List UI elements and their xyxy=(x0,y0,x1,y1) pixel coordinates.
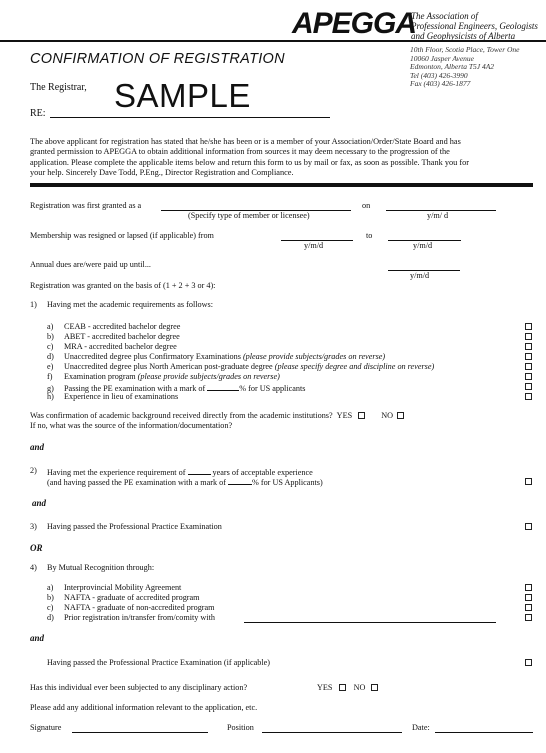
academic-item-h xyxy=(47,392,178,402)
apegga-logo: APEGGA xyxy=(292,7,417,40)
item-note: (please provide subjects/grades on reverse) xyxy=(137,372,280,381)
mutual-b-checkbox[interactable] xyxy=(525,594,532,601)
pe-exam-mark-field[interactable] xyxy=(228,476,252,485)
mutual-item-b xyxy=(47,593,200,603)
academic-f-checkbox[interactable] xyxy=(525,373,532,380)
resigned-to-field[interactable] xyxy=(388,231,461,241)
mutual-d-checkbox[interactable] xyxy=(525,614,532,621)
if-no-question: If no, what was the source of the information/documentation? xyxy=(30,421,233,430)
yes-label: YES xyxy=(336,411,353,420)
academic-d-checkbox[interactable] xyxy=(525,353,532,360)
item-letter: h) xyxy=(47,392,54,401)
basis-label: Registration was granted on the basis of (1 + 2 + 3 or 4): xyxy=(30,281,216,290)
item-letter: a) xyxy=(47,322,54,331)
and-connector: and xyxy=(32,498,47,508)
experience-text-2: years of acceptable experience xyxy=(212,468,313,477)
prior-registration-field[interactable] xyxy=(244,613,496,623)
section-divider xyxy=(30,183,533,187)
address-line: Fax (403) 426-1877 xyxy=(410,79,471,88)
item-text: Prior registration in/transfer from/comity with xyxy=(64,613,215,622)
signature-label: Signature xyxy=(30,723,62,732)
ppe-applicable-checkbox[interactable] xyxy=(525,659,532,666)
pe-exam-text-2: % for US Applicants) xyxy=(252,478,323,487)
disciplinary-question: Has this individual ever been subjected to any disciplinary action? xyxy=(30,683,248,692)
to-label: to xyxy=(366,231,373,240)
re-field[interactable] xyxy=(50,117,330,118)
intro-line: your help. Sincerely Dave Todd, P.Eng., Director Registration and Compliance. xyxy=(30,167,294,177)
page-title: CONFIRMATION OF REGISTRATION xyxy=(30,51,285,67)
from-date-hint: y/m/d xyxy=(304,241,324,250)
resigned-label: Membership was resigned or lapsed (if applicable) from xyxy=(30,231,214,240)
yes-label: YES xyxy=(317,683,333,692)
disciplinary-no-checkbox[interactable] xyxy=(371,684,378,691)
item-text: ABET - accredited bachelor degree xyxy=(64,332,180,341)
header-rule xyxy=(0,40,546,42)
item-text: MRA - accredited bachelor degree xyxy=(64,342,177,351)
org-name xyxy=(411,11,538,41)
section-4-number: 4) xyxy=(30,563,37,572)
item-note: (please specify degree and discipline on reverse) xyxy=(274,362,435,371)
academic-e-checkbox[interactable] xyxy=(525,363,532,370)
item-note: % for US applicants xyxy=(239,384,306,393)
address-line: 10060 Jasper Avenue xyxy=(410,53,475,63)
confirmation-question xyxy=(30,411,404,421)
resigned-from-field[interactable] xyxy=(281,231,353,241)
item-letter: d) xyxy=(47,352,54,361)
mutual-a-checkbox[interactable] xyxy=(525,584,532,591)
confirm-yes-checkbox[interactable] xyxy=(358,412,365,419)
item-text: Examination program xyxy=(64,372,136,381)
academic-item-a xyxy=(47,322,180,332)
date-field[interactable] xyxy=(435,723,533,733)
disciplinary-options xyxy=(317,683,378,693)
ppe-checkbox[interactable] xyxy=(525,523,532,530)
academic-item-b xyxy=(47,332,180,342)
item-letter: c) xyxy=(47,603,54,612)
academic-a-checkbox[interactable] xyxy=(525,323,532,330)
section-1-number: 1) xyxy=(30,300,37,309)
item-letter: b) xyxy=(47,593,54,602)
item-text: Passing the PE examination with a mark of xyxy=(64,384,206,393)
item-text: NAFTA - graduate of accredited program xyxy=(64,593,200,602)
pe-exam-text: (and having passed the PE examination with a mark of xyxy=(47,478,226,487)
item-text: Interprovincial Mobility Agreement xyxy=(64,583,182,592)
item-note: (please provide subjects/grades on reverse) xyxy=(242,352,386,361)
date-label: Date: xyxy=(412,723,430,732)
confirmation-text: Was confirmation of academic background received directly from the academic institutions? xyxy=(30,411,333,420)
item-letter: b) xyxy=(47,332,54,341)
position-label: Position xyxy=(227,723,254,732)
item-text: CEAB - accredited bachelor degree xyxy=(64,322,181,331)
additional-info-text: Please add any additional information relevant to the application, etc. xyxy=(30,703,258,712)
org-line: Professional Engineers, Geologists xyxy=(411,21,538,31)
experience-text: Having met the experience requirement of xyxy=(47,468,186,477)
experience-years-field[interactable] xyxy=(188,466,211,475)
sample-stamp: SAMPLE xyxy=(114,77,251,114)
item-letter: e) xyxy=(47,362,54,371)
experience-checkbox[interactable] xyxy=(525,478,532,485)
mutual-item-d xyxy=(47,613,215,623)
section-4-heading: By Mutual Recognition through: xyxy=(47,563,155,572)
intro-paragraph xyxy=(30,137,469,178)
item-text: NAFTA - graduate of non-accredited program xyxy=(64,603,215,612)
or-connector: OR xyxy=(30,543,43,553)
item-text: Unaccredited degree plus Confirmatory Examinations xyxy=(64,352,241,361)
confirm-no-checkbox[interactable] xyxy=(397,412,404,419)
no-label: NO xyxy=(353,683,366,692)
registrar-label: The Registrar, xyxy=(30,82,87,93)
to-date-hint: y/m/d xyxy=(413,241,433,250)
and-connector: and xyxy=(30,633,45,643)
dues-label: Annual dues are/were paid up until... xyxy=(30,260,151,269)
no-label: NO xyxy=(381,411,394,420)
item-letter: d) xyxy=(47,613,54,622)
mutual-item-a xyxy=(47,583,181,593)
pe-mark-field[interactable] xyxy=(207,382,239,391)
org-line: The Association of xyxy=(411,11,478,21)
section-1-heading: Having met the academic requirements as follows: xyxy=(47,300,213,309)
item-text: Unaccredited degree plus North American post-graduate degree xyxy=(64,362,273,371)
item-letter: f) xyxy=(47,372,53,381)
academic-b-checkbox[interactable] xyxy=(525,333,532,340)
org-line: and Geophysicists of Alberta xyxy=(411,31,516,41)
item-letter: g) xyxy=(47,384,54,393)
granted-date-field[interactable] xyxy=(386,201,496,211)
experience-line-2 xyxy=(47,476,323,488)
address-line: Tel (403) 426-3990 xyxy=(410,70,468,80)
address-block xyxy=(410,46,520,89)
date-hint: y/m/ d xyxy=(427,211,449,220)
academic-item-d xyxy=(47,352,385,362)
mutual-item-c xyxy=(47,603,215,613)
item-letter: c) xyxy=(47,342,54,351)
ppe-applicable-text: Having passed the Professional Practice Examination (if applicable) xyxy=(47,658,271,667)
first-granted-label: Registration was first granted as a xyxy=(30,201,142,210)
academic-item-e xyxy=(47,362,434,372)
section-3-number: 3) xyxy=(30,522,37,531)
academic-item-f xyxy=(47,372,280,382)
on-label: on xyxy=(362,201,371,210)
item-text: Experience in lieu of examinations xyxy=(64,392,179,401)
section-2-number: 2) xyxy=(30,466,37,475)
academic-h-checkbox[interactable] xyxy=(525,393,532,400)
address-line: Edmonton, Alberta T5J 4A2 xyxy=(410,62,495,71)
disciplinary-yes-checkbox[interactable] xyxy=(339,684,346,691)
dues-date-hint: y/m/d xyxy=(410,271,430,280)
address-line: 10th Floor, Scotia Place, Tower One xyxy=(410,45,520,54)
signature-field[interactable] xyxy=(72,723,208,733)
academic-g-checkbox[interactable] xyxy=(525,383,532,390)
re-label: RE: xyxy=(30,108,46,119)
position-field[interactable] xyxy=(262,723,402,733)
intro-line: granted permission to APEGGA to obtain additional information from sources it may deem necessary to the progression of the xyxy=(30,147,450,157)
mutual-c-checkbox[interactable] xyxy=(525,604,532,611)
and-connector: and xyxy=(30,442,45,452)
academic-item-c xyxy=(47,342,177,352)
specify-type-hint: (Specify type of member or licensee) xyxy=(188,211,310,220)
academic-c-checkbox[interactable] xyxy=(525,343,532,350)
dues-date-field[interactable] xyxy=(388,261,460,271)
ppe-text: Having passed the Professional Practice Examination xyxy=(47,522,222,531)
intro-line: application. Please complete the applicable items below and return this form to us by mail or fax, as soon as possible. Thank you for xyxy=(30,157,470,167)
item-letter: a) xyxy=(47,583,54,592)
member-type-field[interactable] xyxy=(161,201,351,211)
intro-line: The above applicant for registration has stated that he/she has been or is a member of your Association/Order/State Board and has xyxy=(30,137,461,146)
